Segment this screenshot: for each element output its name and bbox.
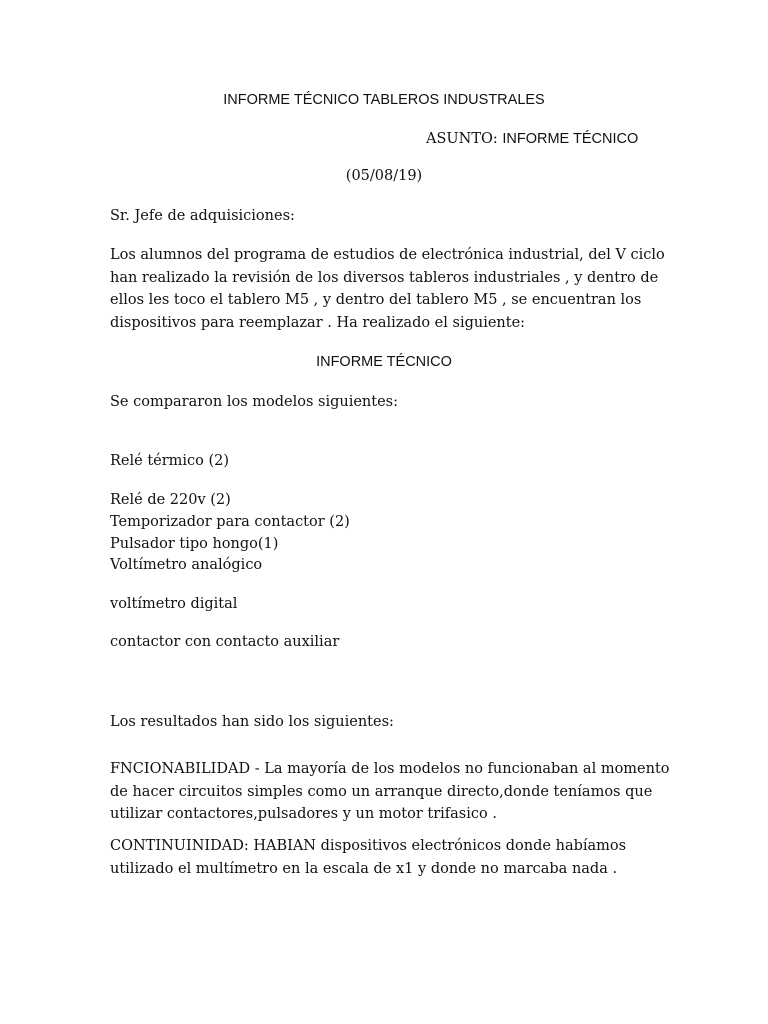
compare-intro: Se compararon los modelos siguientes: <box>110 394 399 410</box>
list-item: Voltímetro analógico <box>110 557 263 573</box>
document-date: (05/08/19) <box>345 168 423 184</box>
result-line: de hacer circuitos simples como un arranque directo,donde teníamos que <box>110 783 653 800</box>
subject-line <box>426 129 638 150</box>
subject-label: ASUNTO: <box>426 131 503 147</box>
salutation: Sr. Jefe de adquisiciones: <box>110 208 295 224</box>
list-item: Temporizador para contactor (2) <box>110 514 350 530</box>
intro-line: han realizado la revisión de los diversos tableros industriales , y dentro de <box>110 269 659 286</box>
intro-line: Los alumnos del programa de estudios de electrónica industrial, del V ciclo <box>110 247 665 263</box>
subject-value: INFORME TÉCNICO <box>502 131 639 147</box>
result-paragraph-continuity <box>110 835 670 880</box>
result-paragraph-functionality <box>110 758 670 826</box>
results-intro: Los resultados han sido los siguientes: <box>110 714 394 730</box>
intro-line: dispositivos para reemplazar . Ha realizado el siguiente: <box>110 314 526 331</box>
intro-line: ellos les toco el tablero M5 , y dentro del tablero M5 , se encuentran los <box>110 292 642 308</box>
intro-paragraph <box>110 244 670 334</box>
result-line: utilizar contactores,pulsadores y un motor trifasico . <box>110 806 497 822</box>
list-item: Relé de 220v (2) <box>110 492 231 508</box>
result-line: CONTINUINIDAD: HABIAN dispositivos electrónicos donde habíamos <box>110 838 627 854</box>
list-item: contactor con contacto auxiliar <box>110 634 340 650</box>
document-title: INFORME TÉCNICO TABLEROS INDUSTRALES <box>223 92 545 108</box>
result-line: FNCIONABILIDAD - La mayoría de los modelos no funcionaban al momento <box>110 761 670 777</box>
list-item: Relé térmico (2) <box>110 453 230 469</box>
list-item: Pulsador tipo hongo(1) <box>110 536 279 552</box>
list-item: voltímetro digital <box>110 596 238 612</box>
section-title: INFORME TÉCNICO <box>316 354 452 370</box>
result-line: utilizado el multímetro en la escala de x1 y donde no marcaba nada . <box>110 860 618 877</box>
